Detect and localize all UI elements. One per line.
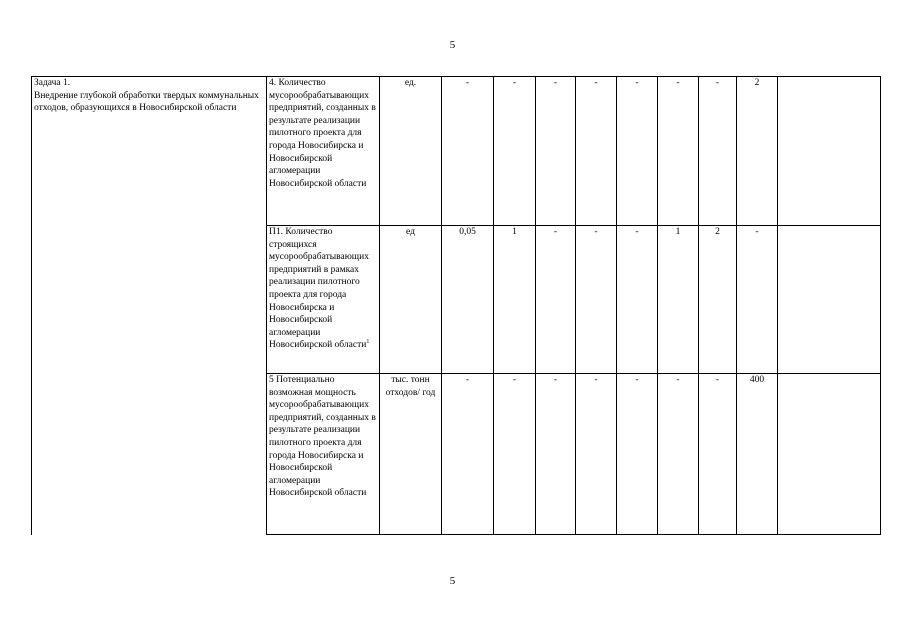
value-cell: -: [617, 226, 658, 374]
value-cell: 2: [737, 77, 778, 226]
extra-cell: [778, 77, 881, 226]
page-number-bottom: 5: [449, 575, 456, 587]
value-cell: 0,05: [442, 226, 494, 374]
indicator-text: П1. Количество строящихся мусорообрабатывающих предприятий в рамках реализации пилотного проекта для города Новосибирска и Новосибирской агломерации Новосибирской области: [269, 227, 369, 351]
value-cell: -: [536, 226, 576, 374]
unit-cell: ед.: [380, 77, 442, 226]
extra-cell: [778, 374, 881, 535]
indicator-cell: [267, 374, 380, 535]
task-title: Задача 1.: [34, 78, 71, 88]
footnote-mark: 1: [366, 339, 370, 346]
page-number-top: 5: [449, 39, 456, 51]
indicator-cell: [267, 77, 380, 226]
value-cell: -: [442, 374, 494, 535]
indicator-text: 5 Потенциально возможная мощность мусорообрабатывающих предприятий, созданных в результате реализации пилотного проекта для города Новосибирска и Новосибирской агломерации Новосибирской области: [269, 375, 376, 499]
value-cell: -: [536, 374, 576, 535]
value-cell: -: [699, 77, 737, 226]
value-cell: -: [576, 226, 617, 374]
value-cell: -: [699, 374, 737, 535]
indicator-text: 4. Количество мусорообрабатывающих предприятий, созданных в результате реализации пилотного проекта для города Новосибирска и Новосибирской агломерации Новосибирской области: [269, 78, 376, 189]
value-cell: 2: [699, 226, 737, 374]
value-cell: -: [658, 77, 699, 226]
value-cell: 1: [494, 226, 536, 374]
extra-cell: [778, 226, 881, 374]
table-row: [32, 77, 881, 226]
value-cell: -: [658, 374, 699, 535]
value-cell: -: [737, 226, 778, 374]
task-description: Внедрение глубокой обработки твердых коммунальных отходов, образующихся в Новосибирской области: [34, 90, 259, 114]
value-cell: -: [494, 77, 536, 226]
value-cell: -: [494, 374, 536, 535]
value-cell: -: [536, 77, 576, 226]
value-cell: -: [442, 77, 494, 226]
value-cell: -: [617, 374, 658, 535]
unit-cell: тыс. тонн отходов/ год: [380, 374, 442, 535]
value-cell: -: [576, 77, 617, 226]
value-cell: -: [576, 374, 617, 535]
task-cell: [32, 77, 267, 535]
indicator-cell: [267, 226, 380, 374]
value-cell: 1: [658, 226, 699, 374]
indicators-table: [31, 76, 881, 535]
value-cell: -: [617, 77, 658, 226]
unit-cell: ед: [380, 226, 442, 374]
value-cell: 400: [737, 374, 778, 535]
